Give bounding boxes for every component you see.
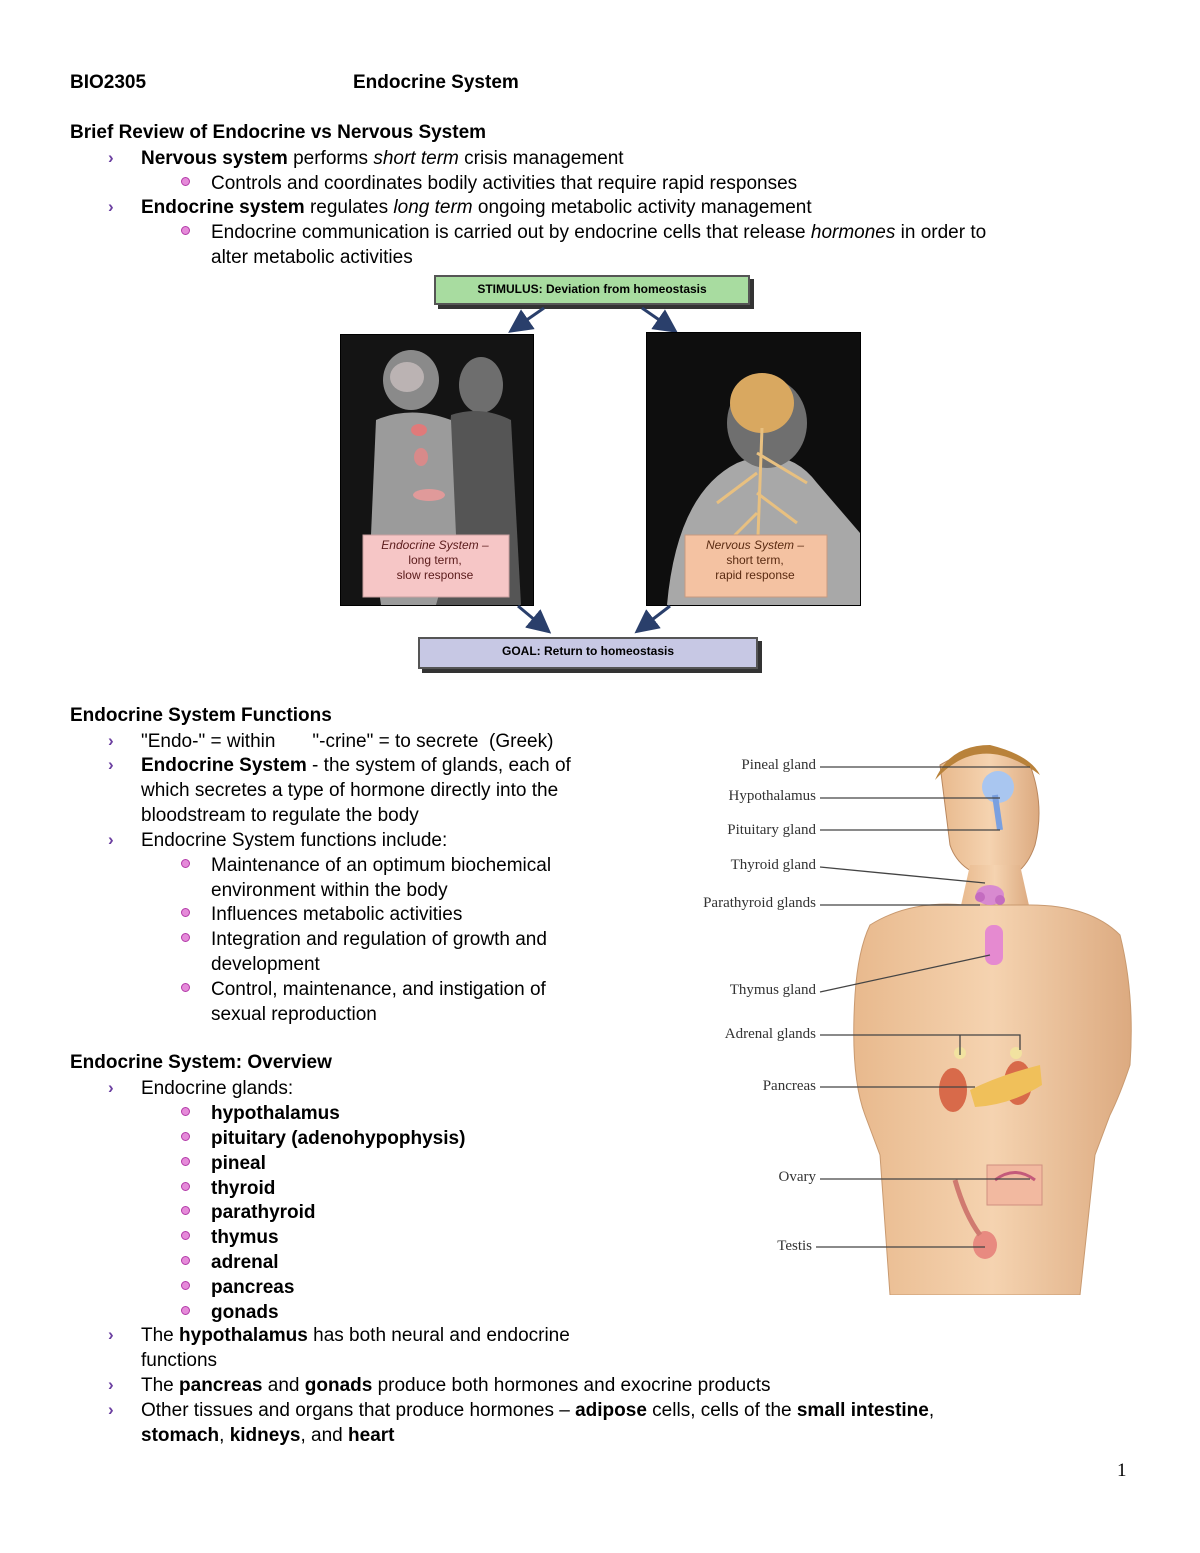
gland-item: pineal: [211, 1153, 266, 1174]
dot-bullet-icon: [181, 177, 190, 186]
arrow-to-endocrine: [518, 308, 544, 326]
dot-bullet-icon: [181, 1256, 190, 1265]
functions-s4: Control, maintenance, and instigation of: [211, 979, 546, 1000]
overview-p1-cont: functions: [141, 1350, 218, 1371]
label-pancreas: Pancreas: [762, 1078, 816, 1094]
label-hypothalamus: Hypothalamus: [728, 788, 816, 804]
endocrine-line: Endocrine system regulates long term ongoing metabolic activity management: [141, 197, 812, 218]
endocrine-sub-cont: alter metabolic activities: [211, 247, 413, 268]
dot-bullet-icon: [181, 1231, 190, 1240]
label-thymus-gland: Thymus gland: [729, 982, 816, 998]
page-number: 1: [1117, 1460, 1127, 1481]
chevron-bullet-icon: ›: [108, 197, 114, 216]
gland-item: hypothalamus: [211, 1103, 340, 1124]
chevron-bullet-icon: ›: [108, 148, 114, 167]
review-heading: Brief Review of Endocrine vs Nervous System: [70, 122, 487, 143]
overview-heading: Endocrine System: Overview: [70, 1052, 332, 1073]
overview-p2: The pancreas and gonads produce both hormones and exocrine products: [141, 1375, 771, 1396]
arrow-to-nervous: [642, 308, 668, 326]
functions-b2-cont1: which secretes a type of hormone directly into the: [141, 780, 559, 801]
functions-s3: Integration and regulation of growth and: [211, 929, 547, 950]
page-title: Endocrine System: [353, 72, 519, 93]
label-parathyroid-glands: Parathyroid glands: [703, 895, 816, 911]
dot-bullet-icon: [181, 859, 190, 868]
chevron-bullet-icon: ›: [108, 1325, 114, 1344]
dot-bullet-icon: [181, 1281, 190, 1290]
endocrine-sub: Endocrine communication is carried out by endocrine cells that release hormones in order to: [211, 222, 987, 243]
overview-p3: Other tissues and organs that produce hormones – adipose cells, cells of the small intestine,: [141, 1400, 935, 1421]
functions-s4-cont: sexual reproduction: [211, 1004, 377, 1025]
dot-bullet-icon: [181, 1182, 190, 1191]
gland-item: thymus: [211, 1227, 279, 1248]
gland-item: thyroid: [211, 1178, 276, 1199]
chevron-bullet-icon: ›: [108, 830, 114, 849]
body-illustration: [830, 735, 1150, 1295]
dot-bullet-icon: [181, 1206, 190, 1215]
gland-item: pituitary (adenohypophysis): [211, 1128, 466, 1149]
arrow-from-endocrine: [518, 606, 542, 626]
overview-p1: The hypothalamus has both neural and endocrine: [141, 1325, 570, 1346]
label-thyroid-gland: Thyroid gland: [730, 857, 816, 873]
label-adrenal-glands: Adrenal glands: [724, 1026, 816, 1042]
chevron-bullet-icon: ›: [108, 1375, 114, 1394]
functions-s1: Maintenance of an optimum biochemical: [211, 855, 552, 876]
chevron-bullet-icon: ›: [108, 1400, 114, 1419]
gland-item: adrenal: [211, 1252, 279, 1273]
functions-heading: Endocrine System Functions: [70, 705, 332, 726]
label-pituitary-gland: Pituitary gland: [727, 822, 816, 838]
nervous-line: Nervous system performs short term crisis management: [141, 148, 624, 169]
dot-bullet-icon: [181, 1157, 190, 1166]
gland-item: gonads: [211, 1302, 279, 1323]
chevron-bullet-icon: ›: [108, 1078, 114, 1097]
glands-label: Endocrine glands:: [141, 1078, 294, 1099]
functions-b2: Endocrine System - the system of glands, each of: [141, 755, 571, 776]
functions-s3-cont: development: [211, 954, 320, 975]
dot-bullet-icon: [181, 1306, 190, 1315]
dot-bullet-icon: [181, 933, 190, 942]
functions-s1-cont: environment within the body: [211, 880, 448, 901]
goal-box: GOAL: Return to homeostasis: [418, 637, 758, 669]
course-code: BIO2305: [70, 72, 147, 93]
label-testis: Testis: [777, 1238, 812, 1254]
functions-s2: Influences metabolic activities: [211, 904, 463, 925]
gland-item: pancreas: [211, 1277, 295, 1298]
dot-bullet-icon: [181, 908, 190, 917]
arrow-from-nervous: [644, 606, 670, 626]
chevron-bullet-icon: ›: [108, 755, 114, 774]
stimulus-box: STIMULUS: Deviation from homeostasis: [434, 275, 750, 305]
functions-b2-cont2: bloodstream to regulate the body: [141, 805, 419, 826]
nervous-sub: Controls and coordinates bodily activities that require rapid responses: [211, 173, 798, 194]
dot-bullet-icon: [181, 1132, 190, 1141]
dot-bullet-icon: [181, 1107, 190, 1116]
gland-item: parathyroid: [211, 1202, 316, 1223]
nervous-caption: Nervous System – short term, rapid response: [705, 538, 805, 582]
label-ovary: Ovary: [778, 1169, 816, 1185]
endocrine-caption: Endocrine System – long term, slow response: [381, 538, 489, 582]
chevron-bullet-icon: ›: [108, 731, 114, 750]
overview-p3-cont: stomach, kidneys, and heart: [141, 1425, 395, 1446]
dot-bullet-icon: [181, 983, 190, 992]
label-pineal-gland: Pineal gland: [741, 757, 816, 773]
bottom-arrows: [500, 600, 700, 636]
functions-b1: "Endo-" = within "-crine" = to secrete (Greek): [141, 731, 554, 752]
functions-b3: Endocrine System functions include:: [141, 830, 448, 851]
dot-bullet-icon: [181, 226, 190, 235]
